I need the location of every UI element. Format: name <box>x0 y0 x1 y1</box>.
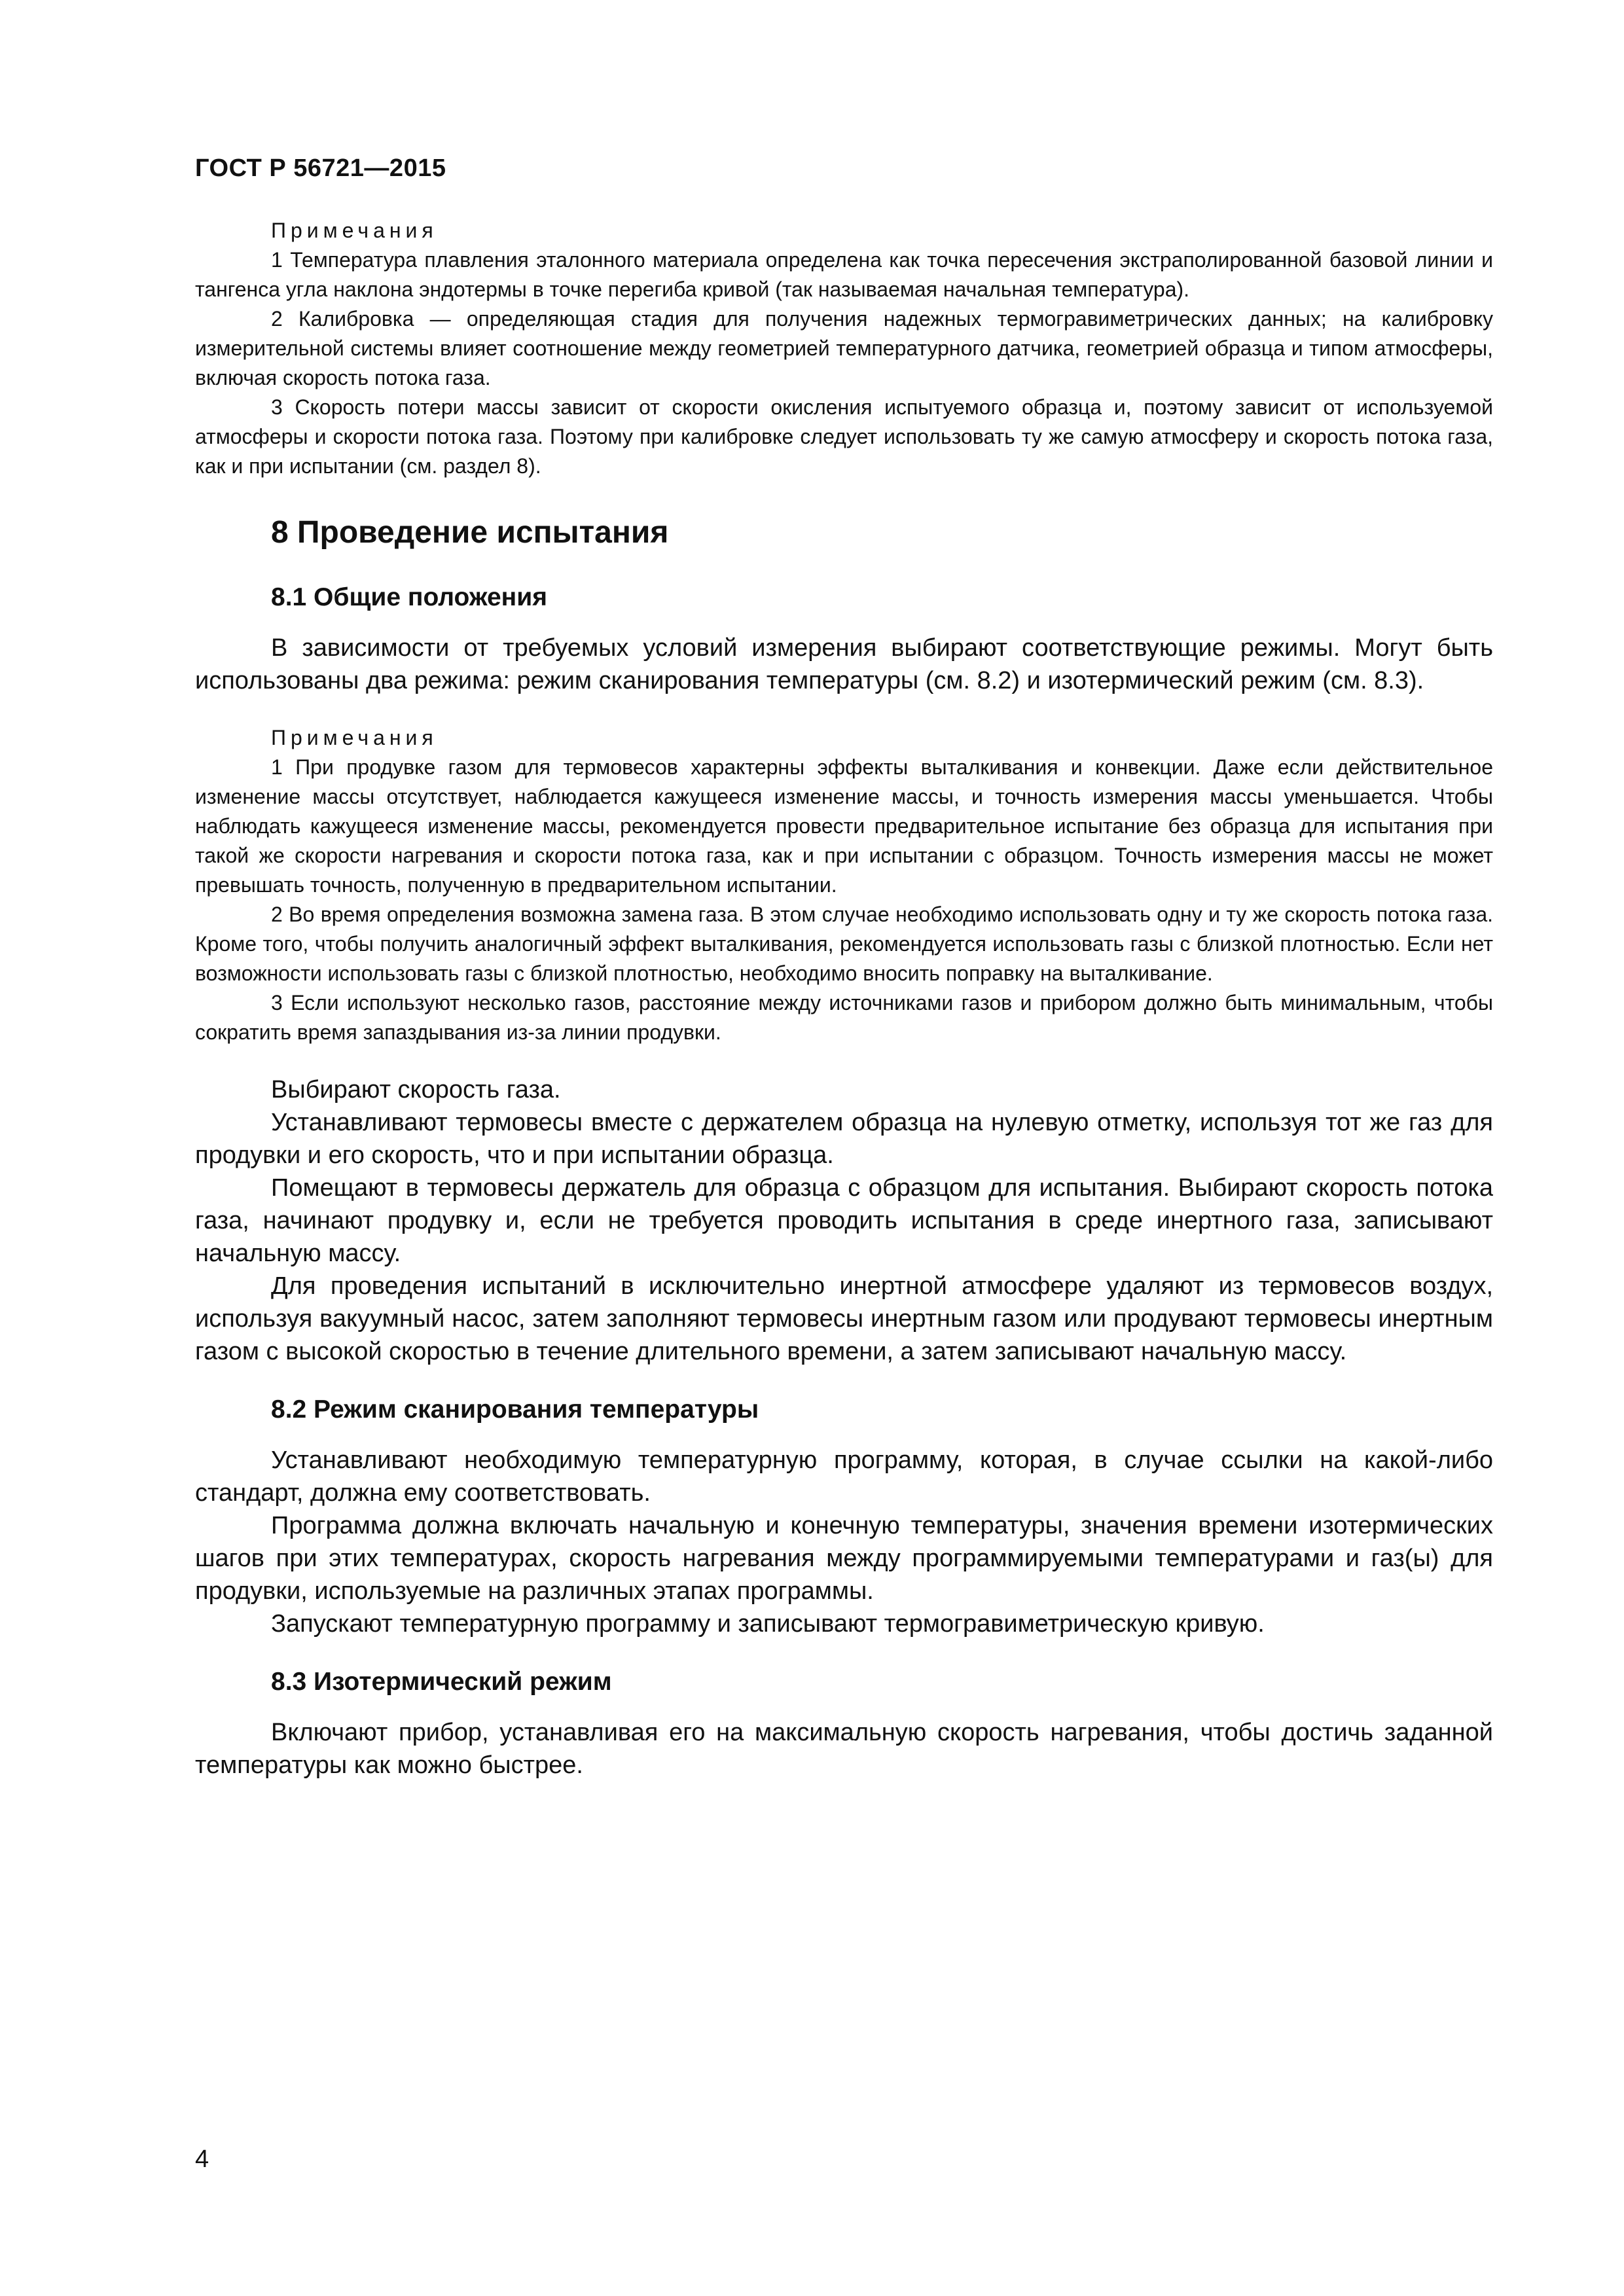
page-number: 4 <box>195 2145 209 2173</box>
body-paragraph: Запускают температурную программу и записывают термогравиметрическую кривую. <box>271 1610 1265 1638</box>
body-paragraph: В зависимости от требуемых условий измерения выбирают соответствующие режимы. Могут быть использованы два режима: режим сканирования температуры (см. 8.2) и изотермический режим (см. 8.3). <box>195 634 1493 694</box>
body-paragraph: Включают прибор, устанавливая его на максимальную скорость нагревания, чтобы достичь заданной температуры как можно быстрее. <box>195 1719 1493 1779</box>
section-heading-8: 8 Проведение испытания <box>271 515 669 550</box>
subsection-heading-8-2: 8.2 Режим сканирования температуры <box>271 1395 759 1424</box>
page-content <box>195 216 1493 1782</box>
note-item: 1 Температура плавления эталонного материала определена как точка пересечения экстраполированной базовой линии и тангенса угла наклона эндотермы в точке перегиба кривой (так называемая начальная температура). <box>195 248 1493 301</box>
document-code-header: ГОСТ Р 56721—2015 <box>195 154 446 182</box>
notes-purge <box>195 723 1493 1047</box>
body-paragraph: Устанавливают термовесы вместе с держателем образца на нулевую отметку, используя тот же газ для продувки и его скорость, что и при испытании образца. <box>195 1109 1493 1169</box>
subsection-heading-8-1: 8.1 Общие положения <box>271 583 547 611</box>
notes-title: Примечания <box>271 219 438 242</box>
notes-title: Примечания <box>271 726 438 749</box>
body-paragraph: Помещают в термовесы держатель для образца с образцом для испытания. Выбирают скорость потока газа, начинают продувку и, если не требуется проводить испытания в среде инертного газа, записывают начальную массу. <box>195 1174 1493 1267</box>
notes-calibration <box>195 216 1493 481</box>
body-paragraph: Программа должна включать начальную и конечную температуры, значения времени изотермических шагов при этих температурах, скорость нагревания между программируемыми температурами и газ(ы) для продувки, используемые на различных этапах программы. <box>195 1512 1493 1605</box>
note-item: 2 Калибровка — определяющая стадия для получения надежных термогравиметрических данных; на калибровку измерительной системы влияет соотношение между геометрией температурного датчика, геометрией образца и типом атмосферы, включая скорость потока газа. <box>195 307 1493 389</box>
body-paragraph: Выбирают скорость газа. <box>271 1076 561 1103</box>
note-item: 3 Если используют несколько газов, расстояние между источниками газов и прибором должно быть минимальным, чтобы сократить время запаздывания из-за линии продувки. <box>195 991 1493 1044</box>
subsection-heading-8-3: 8.3 Изотермический режим <box>271 1668 612 1696</box>
note-item: 2 Во время определения возможна замена газа. В этом случае необходимо использовать одну и ту же скорость потока газа. Кроме того, чтобы получить аналогичный эффект выталкивания, рекомендуется использовать газы с близкой плотностью. Если нет возможности использовать газы с близкой плотностью, необходимо вносить поправку на выталкивание. <box>195 903 1493 985</box>
body-paragraph: Для проведения испытаний в исключительно инертной атмосфере удаляют из термовесов воздух, используя вакуумный насос, затем заполняют термовесы инертным газом или продувают термовесы инертным газом с высокой скоростью в течение длительного времени, а затем записывают начальную массу. <box>195 1272 1493 1365</box>
note-item: 1 При продувке газом для термовесов характерны эффекты выталкивания и конвекции. Даже если действительное изменение массы отсутствует, наблюдается кажущееся изменение массы, и точность измерения массы уменьшается. Чтобы наблюдать кажущееся изменение массы, рекомендуется провести предварительное испытание без образца для испытания при такой же скорости нагревания и скорости потока газа, как и при испытании с образцом. Точность измерения массы не может превышать точность, полученную в предварительном испытании. <box>195 755 1493 897</box>
note-item: 3 Скорость потери массы зависит от скорости окисления испытуемого образца и, поэтому зависит от используемой атмосферы и скорости потока газа. Поэтому при калибровке следует использовать ту же самую атмосферу и скорость потока газа, как и при испытании (см. раздел 8). <box>195 395 1493 478</box>
body-paragraph: Устанавливают необходимую температурную программу, которая, в случае ссылки на какой-либо стандарт, должна ему соответствовать. <box>195 1446 1493 1507</box>
